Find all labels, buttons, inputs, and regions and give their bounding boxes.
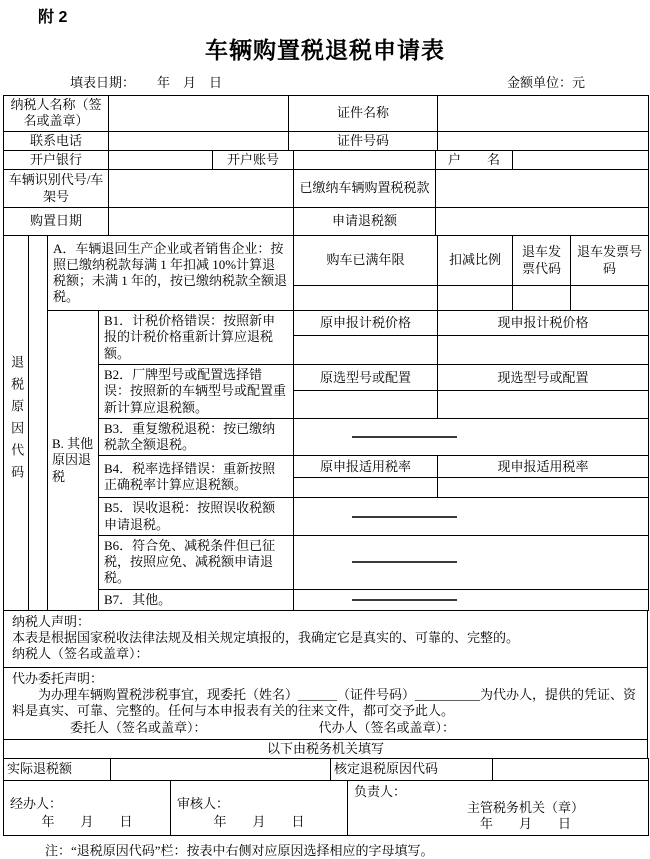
taxpayer-declaration-body: 本表是根据国家税收法律法规及相关规定填报的，我确定它是真实的、可靠的、完整的。 (12, 630, 520, 645)
vin-input[interactable] (109, 170, 294, 208)
tax-paid-label: 已缴纳车辆购置税税款 (294, 170, 436, 208)
phone-input[interactable] (109, 131, 289, 150)
taxpayer-name-label: 纳税人名称（签名或盖章） (4, 96, 109, 132)
refund-reason-code-label (4, 236, 29, 611)
cert-no-input[interactable] (438, 131, 649, 150)
taxpayer-name-input[interactable] (109, 96, 289, 132)
tax-office-refund-table (3, 758, 649, 781)
reason-a-invoice-no-input[interactable] (571, 286, 649, 311)
reviewer-cell[interactable] (171, 781, 348, 836)
taxpayer-info-table-b (3, 150, 649, 170)
handler-label: 经办人： (10, 795, 63, 811)
dash-line (352, 436, 457, 438)
b2-old-model-input[interactable] (294, 391, 438, 418)
account-name-label: 户 名 (436, 150, 513, 169)
account-name-input[interactable] (513, 150, 649, 169)
b2-old-model-label: 原选型号或配置 (294, 365, 438, 391)
b1-new-price-label: 现申报计税价格 (438, 311, 649, 336)
b7-na-cell (294, 589, 649, 610)
taxpayer-declaration (3, 610, 648, 668)
refund-reason-code-input[interactable] (29, 236, 48, 611)
reason-b6-description: B6．符合免、减税条件但已征税，按照应免、减税额申请退税。 (99, 535, 294, 589)
agent-declaration-title: 代办委托声明： (12, 670, 104, 686)
b1-old-price-label: 原申报计税价格 (294, 311, 438, 336)
verified-code-input[interactable] (493, 759, 649, 781)
b4-new-rate-label: 现申报适用税率 (438, 456, 649, 478)
cert-no-label: 证件号码 (289, 131, 438, 150)
reason-a-ratio-input[interactable] (438, 286, 513, 311)
supervisor-cell[interactable] (348, 781, 649, 836)
reason-b7-description: B7．其他。 (99, 589, 294, 610)
b2-new-model-input[interactable] (438, 391, 649, 418)
taxpayer-declaration-cell (4, 610, 648, 667)
account-label: 开户账号 (213, 150, 294, 169)
verified-code-label: 核定退税原因代码 (331, 759, 493, 781)
taxpayer-info-table-a (3, 95, 649, 151)
refund-reason-code-label-text: 退税原因代码 (9, 354, 25, 487)
tax-authority-seal-label: 主管税务机关（章） (466, 799, 584, 815)
reviewer-date: 年 月 日 (213, 814, 305, 829)
purchase-date-input[interactable] (109, 208, 294, 236)
amount-unit-label: 金额单位：元 (506, 74, 585, 90)
tax-paid-input[interactable] (436, 170, 649, 208)
fill-date-label: 填表日期： (70, 74, 136, 90)
actual-refund-label: 实际退税额 (4, 759, 111, 781)
reason-b2-description: B2．厂牌型号或配置选择错误：按照新的车辆型号或配置重新计算应退税额。 (99, 365, 294, 419)
fill-date-value[interactable]: 年 月 日 (157, 74, 223, 90)
b2-new-model-label: 现选型号或配置 (438, 365, 649, 391)
taxpayer-signature-label[interactable]: 纳税人（签名或盖章）： (12, 646, 149, 662)
agent-signature-label[interactable]: 代办人（签名或盖章）： (318, 719, 456, 735)
agent-signature-line (12, 720, 639, 736)
reason-b5-description: B5．误收退税：按照误收税额申请退税。 (99, 498, 294, 536)
reason-a-col-invoice-code: 退车发票代码 (513, 236, 571, 286)
reason-b1-description: B1．计税价格错误：按照新申报的计税价格重新计算应退税额。 (99, 311, 294, 365)
tax-office-header: 以下由税务机关填写 (4, 739, 648, 758)
actual-refund-input[interactable] (111, 759, 331, 781)
agent-declaration-body: 为办理车辆购置税涉税事宜，现委托（姓名）______（证件号码）__________为代办人，提供的凭证、资料是真实、可靠、完整的。任何与本申报表有关的往来文件，都可交予此人。 (12, 687, 637, 719)
reason-a-invoice-code-input[interactable] (513, 286, 571, 311)
vin-label: 车辆识别代号/车架号 (4, 170, 109, 208)
b3-na-cell (294, 418, 649, 456)
form-title: 车辆购置税退税申请表 (205, 37, 445, 63)
dash-line (352, 516, 457, 518)
b5-na-cell (294, 498, 649, 536)
b6-na-cell (294, 535, 649, 589)
cert-name-label: 证件名称 (289, 96, 438, 132)
taxpayer-declaration-title: 纳税人声明： (12, 613, 91, 629)
attachment-label: 附 2 (38, 9, 68, 26)
supervisor-date: 年 月 日 (479, 816, 571, 832)
refund-reason-table (3, 235, 649, 611)
account-input[interactable] (294, 150, 436, 169)
phone-label: 联系电话 (4, 131, 109, 150)
bank-label: 开户银行 (4, 150, 109, 169)
reason-a-col-ratio: 扣减比例 (438, 236, 513, 286)
date-unit-line (70, 75, 585, 91)
b1-old-price-input[interactable] (294, 336, 438, 365)
fill-date (70, 75, 222, 91)
refund-amount-label: 申请退税额 (294, 208, 436, 236)
supervisor-label: 负责人： (354, 783, 407, 799)
footnote: 注：“退税原因代码”栏：按表中右侧对应原因选择相应的字母填写。 (45, 843, 434, 858)
b4-old-rate-input[interactable] (294, 478, 438, 498)
reason-b3-description: B3．重复缴税退税：按已缴纳税款全额退税。 (99, 418, 294, 456)
tax-office-header-table (3, 739, 648, 759)
refund-amount-input[interactable] (436, 208, 649, 236)
reason-a-col-years: 购车已满年限 (294, 236, 438, 286)
reason-a-years-input[interactable] (294, 286, 438, 311)
agent-declaration (3, 667, 648, 740)
reason-a-description: A．车辆退回生产企业或者销售企业：按照已缴纳税款每满 1 年扣减 10%计算退税额；未满 1 年的，按已缴纳税款全额退税。 (48, 236, 294, 311)
dash-line (352, 561, 457, 563)
agent-declaration-cell (4, 667, 648, 739)
handler-date: 年 月 日 (41, 814, 133, 829)
tax-office-staff-table (3, 780, 649, 836)
reason-a-col-invoice-no: 退车发票号码 (571, 236, 649, 286)
reason-b4-description: B4．税率选择错误：重新按照正确税率计算应退税额。 (99, 456, 294, 498)
taxpayer-info-table-c (3, 169, 649, 236)
dash-line (352, 599, 457, 601)
b4-new-rate-input[interactable] (438, 478, 649, 498)
bank-input[interactable] (109, 150, 213, 169)
reviewer-label: 审核人： (177, 795, 230, 811)
purchase-date-label: 购置日期 (4, 208, 109, 236)
handler-cell[interactable] (4, 781, 171, 836)
b1-new-price-input[interactable] (438, 336, 649, 365)
reason-b-label: B. 其他原因退税 (48, 311, 99, 611)
b4-old-rate-label: 原申报适用税率 (294, 456, 438, 478)
cert-name-input[interactable] (438, 96, 649, 132)
principal-signature-label[interactable]: 委托人（签名或盖章）： (70, 719, 207, 735)
